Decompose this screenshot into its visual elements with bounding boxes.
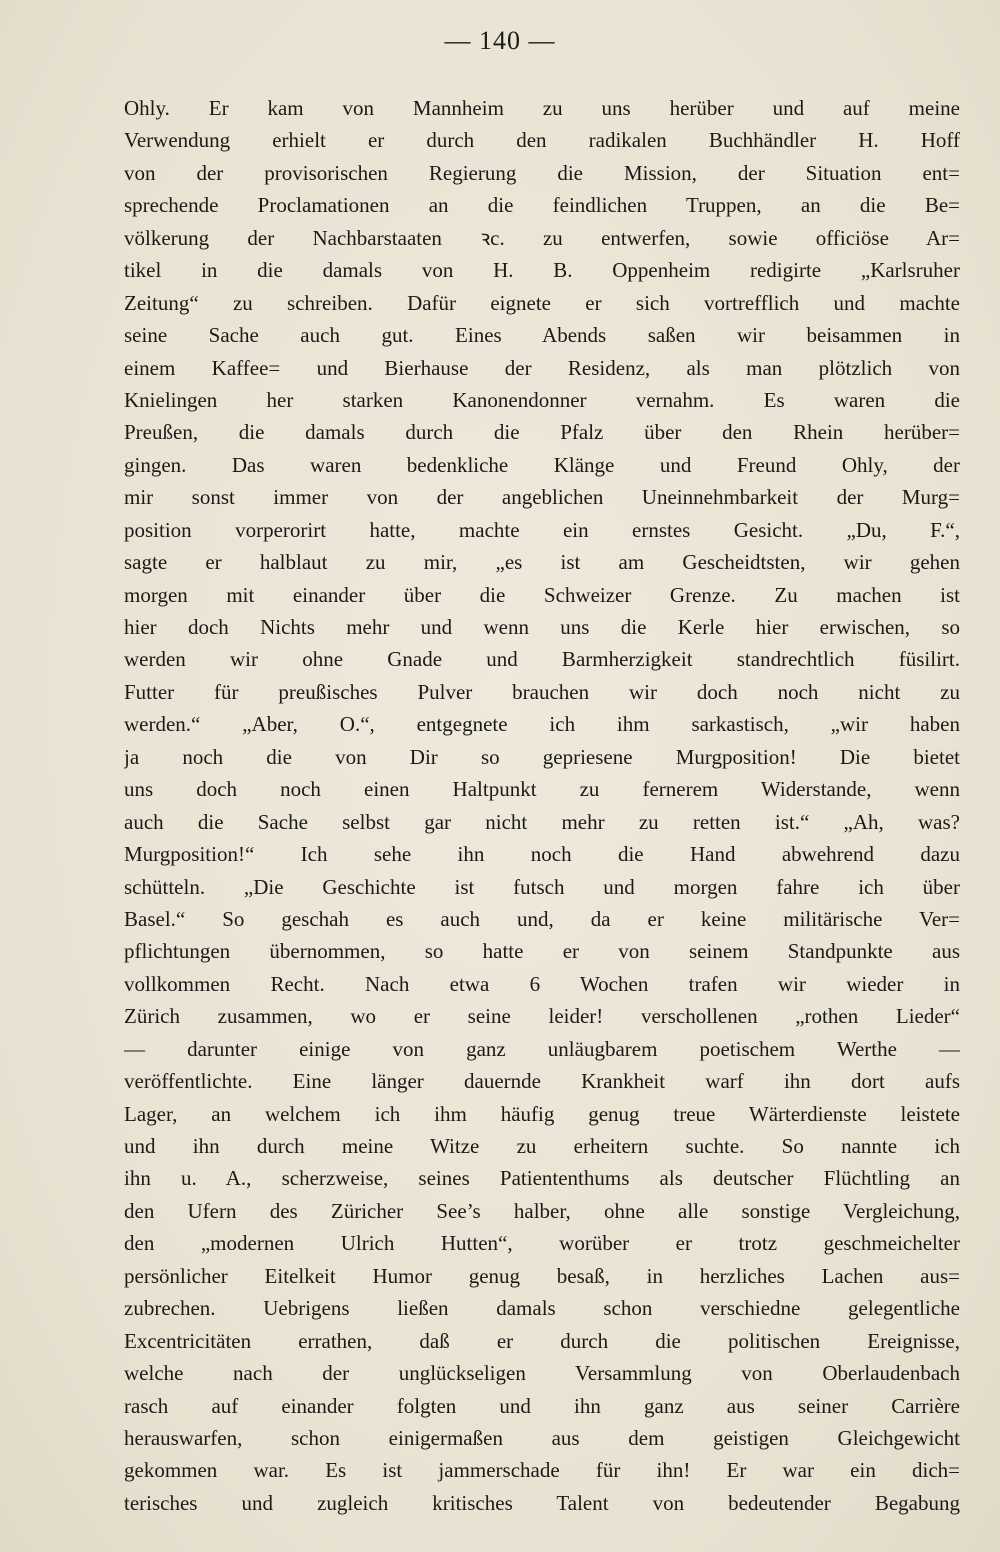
text-line: morgen mit einander über die Schweizer Grenze. Zu machen ist <box>124 582 960 607</box>
text-line: Lager, an welchem ich ihm häufig genug treue Wärterdienste leistete <box>124 1101 960 1126</box>
text-line: völkerung der Nachbarstaaten ꝛc. zu entwerfen, sowie officiöse Ar= <box>124 225 960 250</box>
text-line: — darunter einige von ganz unläugbarem poetischem Werthe — <box>124 1036 960 1061</box>
text-line: von der provisorischen Regierung die Mission, der Situation ent= <box>124 160 960 185</box>
text-line: Futter für preußisches Pulver brauchen wir doch noch nicht zu <box>124 679 960 704</box>
text-line: schütteln. „Die Geschichte ist futsch und morgen fahre ich über <box>124 874 960 899</box>
text-line: den „modernen Ulrich Hutten“, worüber er trotz geschmeichelter <box>124 1231 960 1256</box>
text-line: Ohly. Er kam von Mannheim zu uns herüber und auf meine <box>124 96 960 120</box>
text-line: welche nach der unglückseligen Versammlung von Oberlaudenbach <box>124 1361 960 1386</box>
text-line: position vorperorirt hatte, machte ein ernstes Gesicht. „Du, F.“, <box>124 517 960 542</box>
text-line: tikel in die damals von H. B. Oppenheim redigirte „Karlsruher <box>124 258 960 283</box>
text-line: seine Sache auch gut. Eines Abends saßen wir beisammen in <box>124 323 960 348</box>
body-text <box>124 92 960 1519</box>
page-number-header: — 140 — <box>444 26 556 55</box>
text-line: werden.“ „Aber, O.“, entgegnete ich ihm sarkastisch, „wir haben <box>124 712 960 737</box>
text-line: Basel.“ So geschah es auch und, da er keine militärische Ver= <box>124 906 960 931</box>
text-line: sagte er halblaut zu mir, „es ist am Gescheidtsten, wir gehen <box>124 550 960 575</box>
text-line: herauswarfen, schon einigermaßen aus dem geistigen Gleichgewicht <box>124 1425 960 1450</box>
text-line: den Ufern des Züricher See’s halber, ohne alle sonstige Vergleichung, <box>124 1198 960 1223</box>
text-line: Verwendung erhielt er durch den radikalen Buchhändler H. Hoff <box>124 128 960 153</box>
text-line: sprechende Proclamationen an die feindlichen Truppen, an die Be= <box>124 193 960 218</box>
text-line: Knielingen her starken Kanonendonner vernahm. Es waren die <box>124 387 960 412</box>
text-line: ja noch die von Dir so gepriesene Murgposition! Die bietet <box>124 744 960 769</box>
text-line: Zeitung“ zu schreiben. Dafür eignete er sich vortrefflich und machte <box>124 290 960 315</box>
text-line: uns doch noch einen Haltpunkt zu fernerem Widerstande, wenn <box>124 777 960 802</box>
text-line: Preußen, die damals durch die Pfalz über den Rhein herüber= <box>124 420 960 445</box>
text-line: und ihn durch meine Witze zu erheitern suchte. So nannte ich <box>124 1134 960 1158</box>
text-line: rasch auf einander folgten und ihn ganz aus seiner Carrière <box>124 1393 960 1418</box>
text-line: vollkommen Recht. Nach etwa 6 Wochen trafen wir wieder in <box>124 971 960 996</box>
text-line: auch die Sache selbst gar nicht mehr zu retten ist.“ „Ah, was? <box>124 809 960 834</box>
text-line: Murgposition!“ Ich sehe ihn noch die Hand abwehrend dazu <box>124 842 960 867</box>
text-line: mir sonst immer von der angeblichen Uneinnehmbarkeit der Murg= <box>124 485 960 510</box>
text-line: hier doch Nichts mehr und wenn uns die Kerle hier erwischen, so <box>124 615 960 639</box>
text-line: ihn u. A., scherzweise, seines Patiententhums als deutscher Flüchtling an <box>124 1166 960 1191</box>
text-line: pflichtungen übernommen, so hatte er von seinem Standpunkte aus <box>124 939 960 964</box>
text-line: Zürich zusammen, wo er seine leider! verschollenen „rothen Lieder“ <box>124 1004 960 1029</box>
text-line: persönlicher Eitelkeit Humor genug besaß, in herzliches Lachen aus= <box>124 1263 960 1288</box>
text-line: veröffentlichte. Eine länger dauernde Krankheit warf ihn dort aufs <box>124 1069 960 1094</box>
text-line: zubrechen. Uebrigens ließen damals schon verschiedne gelegentliche <box>124 1296 960 1321</box>
text-line: einem Kaffee= und Bierhause der Residenz, als man plötzlich von <box>124 355 960 380</box>
text-line: gekommen war. Es ist jammerschade für ihn! Er war ein dich= <box>124 1458 960 1483</box>
text-line: werden wir ohne Gnade und Barmherzigkeit standrechtlich füsilirt. <box>124 647 960 672</box>
text-line: gingen. Das waren bedenkliche Klänge und Freund Ohly, der <box>124 452 960 477</box>
text-line: Excentricitäten errathen, daß er durch die politischen Ereignisse, <box>124 1328 960 1353</box>
text-line: terisches und zugleich kritisches Talent von bedeutender Begabung <box>124 1490 960 1515</box>
